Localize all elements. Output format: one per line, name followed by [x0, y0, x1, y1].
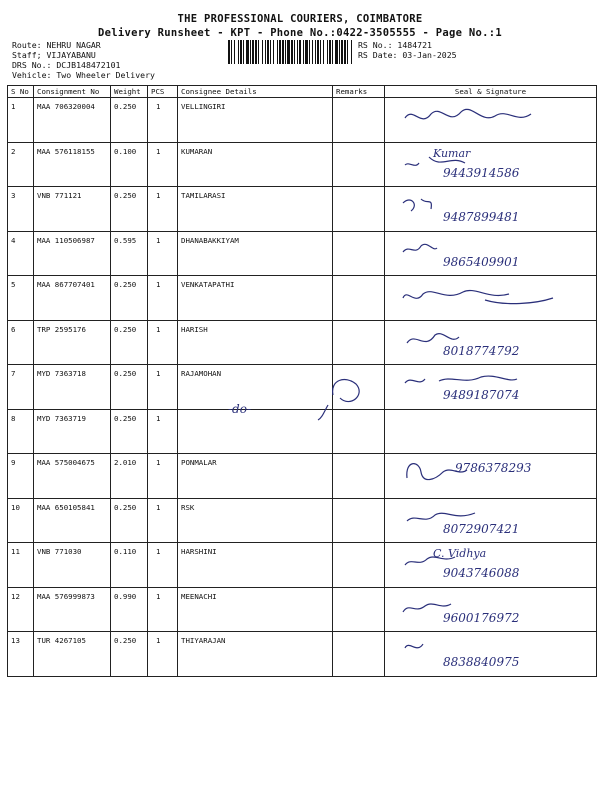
row-signature: [385, 231, 597, 276]
barcode-bar: [258, 40, 259, 64]
barcode-bar: [279, 40, 281, 64]
row-sno: 3: [8, 187, 34, 232]
meta-right: [358, 40, 457, 60]
barcode-bar: [294, 40, 295, 64]
signature-scribble: [405, 376, 517, 383]
row-signature: [385, 543, 597, 588]
barcode-bar: [323, 40, 324, 64]
handwritten-phone: 9443914586: [443, 165, 520, 180]
header-consignee: Consignee Details: [178, 86, 333, 98]
table-row: [8, 587, 597, 632]
handwritten-name: C. Vidhya: [433, 547, 487, 560]
row-consignee: TAMILARASI: [178, 187, 333, 232]
row-weight: 0.250: [111, 320, 148, 365]
signature-5: [385, 276, 565, 317]
row-weight: 0.595: [111, 231, 148, 276]
barcode-bar: [273, 40, 274, 64]
row-sno: 7: [8, 365, 34, 410]
row-consignment-no: MAA 706320004: [34, 98, 111, 143]
barcode-bar: [252, 40, 254, 64]
row-pcs: 1: [148, 142, 178, 187]
row8-remark-ditto: -do-: [228, 402, 252, 416]
table-row: [8, 231, 597, 276]
row-signature: [385, 498, 597, 543]
row-remarks: [333, 632, 385, 677]
signature-2: [385, 143, 565, 184]
barcode-bar: [267, 40, 269, 64]
row-sno: 6: [8, 320, 34, 365]
barcode-bar: [320, 40, 321, 64]
row-remarks: [333, 187, 385, 232]
barcode-bar: [246, 40, 249, 64]
barcode-bar: [250, 40, 251, 64]
row-remarks: [333, 409, 385, 454]
table-row: [8, 454, 597, 499]
header-pcs: PCS: [148, 86, 178, 98]
handwritten-phone: 9489187074: [443, 388, 520, 402]
header-signature: Seal & Signature: [385, 86, 597, 98]
barcode-bar: [332, 40, 333, 64]
row-sno: 13: [8, 632, 34, 677]
signature-13: [385, 632, 565, 673]
signature-6: [385, 321, 565, 362]
row-sno: 11: [8, 543, 34, 588]
row-consignee: KUMARAN: [178, 142, 333, 187]
barcode: [228, 40, 352, 64]
row-sno: 10: [8, 498, 34, 543]
signature-scribble: [407, 513, 475, 521]
signature-scribble: [405, 109, 531, 119]
barcode-bar: [305, 40, 308, 64]
row-consignment-no: TUR 4267105: [34, 632, 111, 677]
row-consignment-no: VNB 771121: [34, 187, 111, 232]
company-title: THE PROFESSIONAL COURIERS, COIMBATORE: [177, 13, 423, 25]
barcode-bar: [277, 40, 278, 64]
barcode-bar: [243, 40, 244, 64]
row-signature: [385, 276, 597, 321]
barcode-bar: [315, 40, 316, 64]
barcode-bar: [344, 40, 346, 64]
rs-date: RS Date: 03-Jan-2025: [358, 50, 457, 60]
signature-4: [385, 232, 565, 273]
runsheet-subtitle: Delivery Runsheet - KPT - Phone No.:0422-3505555 - Page No.:1: [98, 27, 502, 39]
row-pcs: 1: [148, 632, 178, 677]
barcode-bar: [285, 40, 286, 64]
barcode-bar: [240, 40, 242, 64]
row-sno: 1: [8, 98, 34, 143]
row-pcs: 1: [148, 187, 178, 232]
row-pcs: 1: [148, 409, 178, 454]
meta-left: [12, 40, 155, 80]
row-consignee: VELLINGIRI: [178, 98, 333, 143]
signature-scribble: [407, 333, 459, 342]
signature-scribble: [405, 644, 423, 648]
row-pcs: 1: [148, 587, 178, 632]
row-consignee: HARISH: [178, 320, 333, 365]
signature-9: [385, 454, 565, 495]
row-weight: 0.250: [111, 98, 148, 143]
row-pcs: 1: [148, 276, 178, 321]
row-consignment-no: MYD 7363718: [34, 365, 111, 410]
table-row: [8, 276, 597, 321]
staff-line: Staff; VIJAYABANU: [12, 50, 96, 60]
rs-number: RS No.: 1484721: [358, 40, 432, 50]
row-sno: 2: [8, 142, 34, 187]
barcode-bar: [231, 40, 232, 64]
barcode-bar: [329, 40, 331, 64]
table-row: [8, 187, 597, 232]
row-consignee: HARSHINI: [178, 543, 333, 588]
barcode-bar: [309, 40, 310, 64]
barcode-bar: [347, 40, 348, 64]
row-consignee: MEENACHI: [178, 587, 333, 632]
barcode-bar: [228, 40, 230, 64]
table-row: [8, 142, 597, 187]
row-remarks: [333, 498, 385, 543]
table-header-row: [8, 86, 597, 98]
row-consignment-no: MAA 110506987: [34, 231, 111, 276]
barcode-bar: [327, 40, 328, 64]
barcode-bar: [335, 40, 338, 64]
row-consignment-no: MAA 650105841: [34, 498, 111, 543]
handwritten-phone: 9487899481: [443, 210, 520, 224]
row-remarks: [333, 231, 385, 276]
signature-1: [385, 98, 565, 139]
row-signature: [385, 632, 597, 677]
row-signature: [385, 320, 597, 365]
row-remarks: [333, 587, 385, 632]
row-consignment-no: MAA 867707401: [34, 276, 111, 321]
row-signature: [385, 365, 597, 410]
handwritten-phone: 9865409901: [443, 254, 520, 269]
row-signature: [385, 98, 597, 143]
row-weight: 0.250: [111, 498, 148, 543]
row-remarks: [333, 320, 385, 365]
barcode-bar: [299, 40, 301, 64]
runsheet-table: [7, 85, 597, 677]
row-consignment-no: TRP 2595176: [34, 320, 111, 365]
table-row: [8, 632, 597, 677]
row-signature: [385, 454, 597, 499]
row-consignment-no: MAA 576999873: [34, 587, 111, 632]
table-row: [8, 409, 597, 454]
row-sno: 9: [8, 454, 34, 499]
table-row: [8, 498, 597, 543]
barcode-bar: [265, 40, 266, 64]
row-signature: [385, 142, 597, 187]
header-consignment: Consignment No: [34, 86, 111, 98]
handwritten-phone: 8838840975: [443, 655, 520, 669]
row-weight: 0.110: [111, 543, 148, 588]
row-remarks: [333, 98, 385, 143]
row-weight: 0.250: [111, 276, 148, 321]
barcode-bar: [238, 40, 239, 64]
barcode-bar: [317, 40, 319, 64]
row-remarks: [333, 543, 385, 588]
signature-3: [385, 187, 565, 228]
header-remarks: Remarks: [333, 86, 385, 98]
row-weight: 0.250: [111, 365, 148, 410]
row-sno: 5: [8, 276, 34, 321]
row-pcs: 1: [148, 498, 178, 543]
barcode-bar: [303, 40, 304, 64]
row-pcs: 1: [148, 231, 178, 276]
signature-scribble: [403, 199, 431, 211]
handwritten-phone: 8072907421: [443, 521, 520, 536]
row-pcs: 1: [148, 320, 178, 365]
row-consignment-no: MYD 7363719: [34, 409, 111, 454]
row-signature: [385, 187, 597, 232]
signature-11: [385, 543, 565, 584]
barcode-bar: [270, 40, 271, 64]
row-pcs: 1: [148, 365, 178, 410]
vehicle-line: Vehicle: Two Wheeler Delivery: [12, 70, 155, 80]
row-weight: 2.010: [111, 454, 148, 499]
row-consignee: PONMALAR: [178, 454, 333, 499]
row-consignee: VENKATAPATHI: [178, 276, 333, 321]
row-sno: 8: [8, 409, 34, 454]
row-remarks: [333, 142, 385, 187]
handwritten-phone: 8018774792: [443, 343, 520, 358]
table-row: [8, 320, 597, 365]
handwritten-phone: 9043746088: [443, 566, 520, 580]
row-weight: 0.250: [111, 409, 148, 454]
barcode-bar: [297, 40, 298, 64]
row-remarks: [333, 276, 385, 321]
row-consignee: RAJAMOHAN: [178, 365, 333, 410]
header-weight: Weight: [111, 86, 148, 98]
signature-scribble: [403, 244, 437, 252]
row-consignee: RSK: [178, 498, 333, 543]
handwritten-name: Kumar: [433, 146, 471, 160]
row-signature: [385, 587, 597, 632]
barcode-bar: [234, 40, 235, 64]
table-row: [8, 365, 597, 410]
barcode-bar: [287, 40, 290, 64]
row-weight: 0.990: [111, 587, 148, 632]
signature-scribble: [403, 290, 553, 303]
row-sno: 4: [8, 231, 34, 276]
row-pcs: 1: [148, 543, 178, 588]
table-row: [8, 98, 597, 143]
barcode-bar: [262, 40, 263, 64]
table-row: [8, 543, 597, 588]
signature-12: [385, 588, 565, 629]
row-consignee: DHANABAKKIYAM: [178, 231, 333, 276]
barcode-bar: [341, 40, 343, 64]
row-sno: 12: [8, 587, 34, 632]
barcode-bar: [291, 40, 293, 64]
header-sno: S No: [8, 86, 34, 98]
handwritten-phone: 9786378293: [455, 461, 532, 475]
route-line: Route: NEHRU NAGAR: [12, 40, 101, 50]
barcode-bar: [339, 40, 340, 64]
row-weight: 0.100: [111, 142, 148, 187]
barcode-bar: [312, 40, 313, 64]
row-consignment-no: MAA 576118155: [34, 142, 111, 187]
row-weight: 0.250: [111, 632, 148, 677]
row-consignee: THIYARAJAN: [178, 632, 333, 677]
row-consignee: [178, 409, 333, 454]
row-signature: [385, 409, 597, 454]
signature-8: [385, 410, 565, 451]
row-consignment-no: VNB 771030: [34, 543, 111, 588]
row-weight: 0.250: [111, 187, 148, 232]
row-pcs: 1: [148, 98, 178, 143]
signature-7: [385, 365, 565, 406]
row-remarks: [333, 365, 385, 410]
barcode-bar: [282, 40, 284, 64]
row-pcs: 1: [148, 454, 178, 499]
row-remarks: [333, 454, 385, 499]
signature-10: [385, 499, 565, 540]
handwritten-phone: 9600176972: [443, 610, 520, 625]
barcode-bar: [255, 40, 257, 64]
row-consignment-no: MAA 575004675: [34, 454, 111, 499]
drs-line: DRS No.: DCJB148472101: [12, 60, 121, 70]
barcode-bar: [351, 40, 352, 64]
